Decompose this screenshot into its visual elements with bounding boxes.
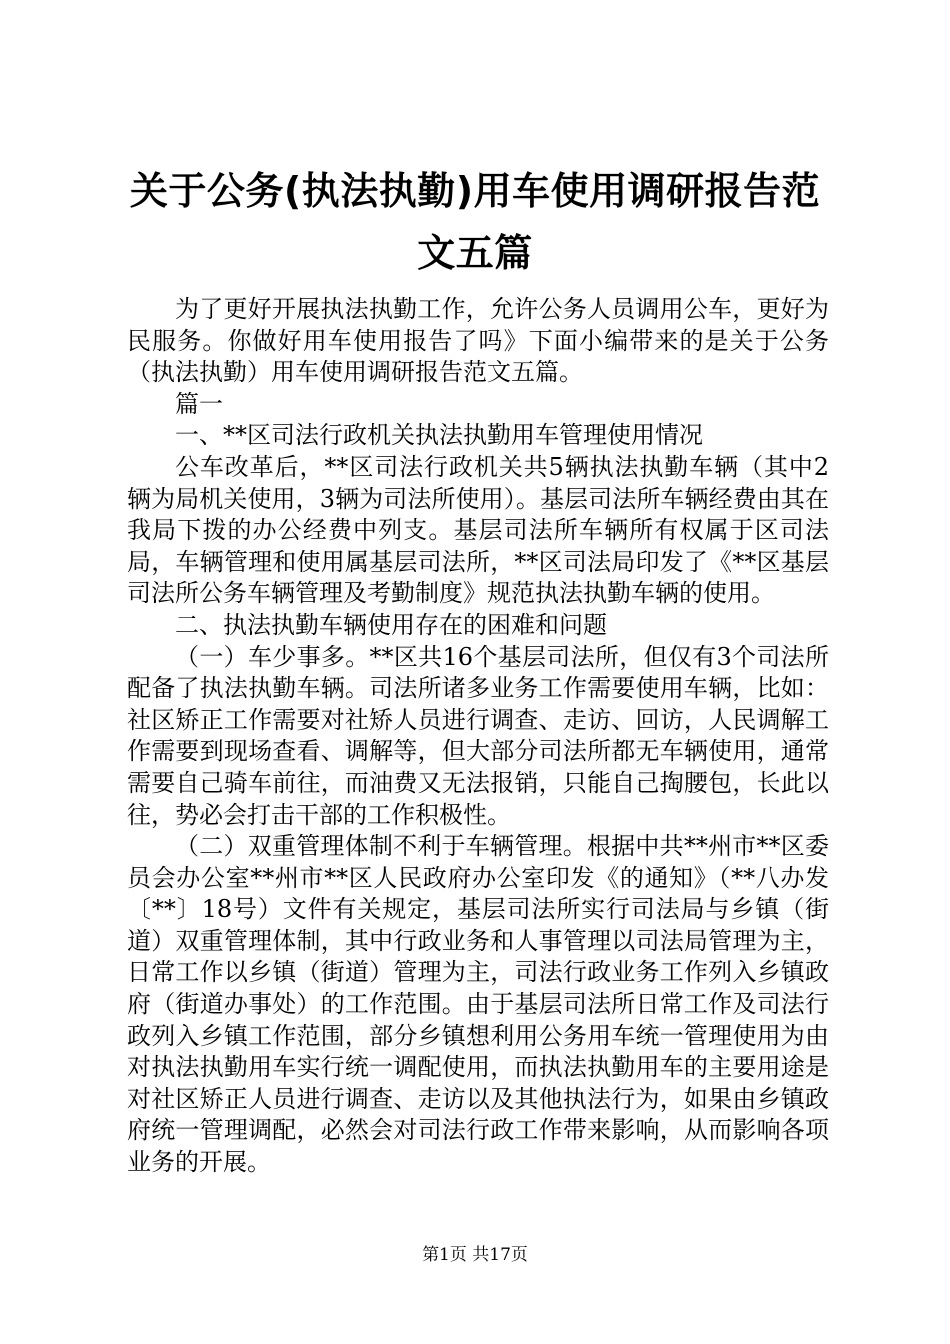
body-paragraph: 公车改革后，**区司法行政机关共5辆执法执勤车辆（其中2辆为局机关使用，3辆为司法所使用）。基层司法所车辆经费由其在我局下拨的办公经费中列支。基层司法所车辆所有权属于区司法局，车辆管理和使用属基层司法所，**区司法局印发了《**区基层司法所公务车辆管理及考勤制度》规范执法执勤车辆的使用。 — [127, 452, 829, 608]
heading-1: 一、**区司法行政机关执法执勤用车管理使用情况 — [175, 421, 703, 450]
body-paragraph: （一）车少事多。**区共16个基层司法所，但仅有3个司法所配备了执法执勤车辆。司法所诸多业务工作需要使用车辆，比如：社区矫正工作需要对社矫人员进行调查、走访、回访，人民调解工作需要到现场查看、调解等，但大部分司法所都无车辆使用，通常需要自己骑车前往，而油费又无法报销，只能自己掏腰包，长此以往，势必会打击干部的工作积极性。 — [127, 642, 829, 829]
heading-2: 二、执法执勤车辆使用存在的困难和问题 — [175, 610, 607, 639]
section-label: 篇一 — [175, 389, 223, 418]
intro-paragraph: 为了更好开展执法执勤工作，允许公务人员调用公车，更好为民服务。你做好用车使用报告了吗》下面小编带来的是关于公务（执法执勤）用车使用调研报告范文五篇。 — [127, 295, 829, 387]
page-number: 第1页 共17页 — [422, 1245, 528, 1265]
document-title: 关于公务(执法执勤)用车使用调研报告范文五篇 — [129, 169, 821, 275]
body-paragraph: （二）双重管理体制不利于车辆管理。根据中共**州市**区委员会办公室**州市**区人民政府办公室印发《的通知》（**八办发〔**〕18号）文件有关规定，基层司法所实行司法局与乡镇（街道）双重管理体制，其中行政业务和人事管理以司法局管理为主，日常工作以乡镇（街道）管理为主，司法行政业务工作列入乡镇政府（街道办事处）的工作范围。由于基层司法所日常工作及司法行政列入乡镇工作范围，部分乡镇想利用公务用车统一管理使用为由对执法执勤用车实行统一调配使用，而执法执勤用车的主要用途是对社区矫正人员进行调查、走访以及其他执法行为，如果由乡镇政府统一管理调配，必然会对司法行政工作带来影响，从而影响各项业务的开展。 — [127, 832, 829, 1177]
document-body — [127, 294, 829, 1179]
